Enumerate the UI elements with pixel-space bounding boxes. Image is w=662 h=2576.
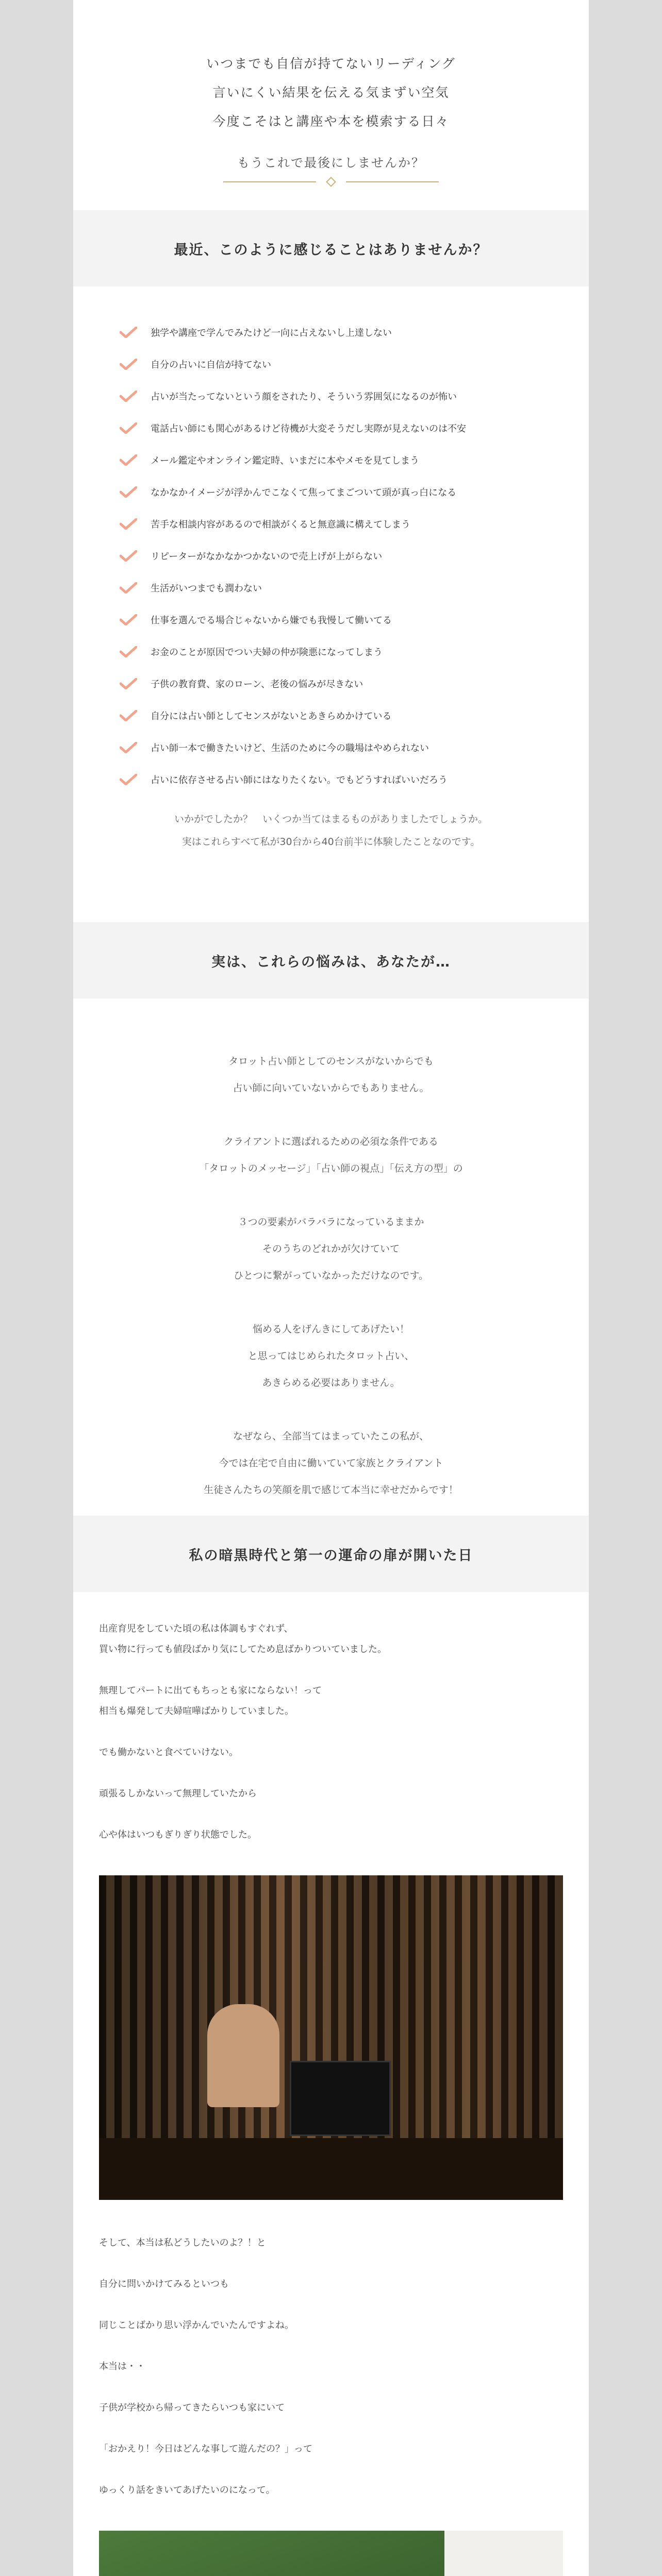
ornament-divider [73, 178, 589, 185]
message-line: あきらめる必要はありません。 [262, 1377, 400, 1388]
story-line: 「おかえり！今日はどんな事して遊んだの？」って [99, 2444, 312, 2454]
checklist-item [120, 572, 589, 604]
story-text [73, 1592, 563, 1845]
checklist-item-text: 苦手な相談内容があるので相談がくると無意識に構えてしまう [151, 519, 410, 530]
story-line: 出産育児をしていた頃の私は体調もすぐれず、 [99, 1623, 293, 1634]
story-line: 無理してパートに出てもちっとも家にならない！って [99, 1685, 322, 1696]
story-line: 子供が学校から帰ってきたらいつも家にいて [99, 2402, 285, 2413]
checklist-item-text: 占いが当たってないという顔をされたり、そういう雰囲気になるのが怖い [151, 392, 457, 402]
story-line: 頑張るしかないって無理していたから [99, 1788, 257, 1799]
check-icon [120, 550, 137, 562]
checklist-item [120, 700, 589, 732]
check-icon [120, 391, 137, 402]
checklist-item-text: 生活がいつまでも潤わない [151, 583, 262, 594]
check-icon [120, 359, 137, 370]
story-line: 同じことばかり思い浮かんでいたんですよね。 [99, 2320, 294, 2331]
story-line: 心や体はいつもぎりぎり状態でした。 [99, 1829, 257, 1840]
message-section [73, 998, 589, 1516]
hero-cta-text: もうこれで最後にしませんか？ [237, 156, 425, 170]
concerns-checklist [73, 286, 589, 795]
check-icon [120, 614, 137, 625]
checklist-item-text: 電話占い師にも関心があるけど待機が大変そうだし実際が見えないのは不安 [151, 423, 466, 434]
hero-line: 言いにくい結果を伝える気まずい空気 [212, 85, 450, 100]
story-line: そして、本当は私どうしたいのよ？！と [99, 2238, 266, 2248]
section-heading: 最近、このように感じることはありませんか？ [174, 242, 488, 258]
checklist-item-text: 仕事を選んでる場合じゃないから嫌でも我慢して働いてる [151, 615, 392, 626]
checklist-item-text: 子供の教育費、家のローン、老後の悩みが尽きない [151, 679, 363, 690]
summary-line: いかがでしたか？ いくつか当てはまるものがありましたでしょうか。 [174, 814, 488, 825]
story-line: でも働かないと食べていけない。 [99, 1747, 238, 1758]
section-heading: 実は、これらの悩みは、あなたが… [211, 954, 451, 970]
checklist-item [120, 348, 589, 380]
checklist-item [120, 636, 589, 668]
checklist-item [120, 764, 589, 795]
mother-and-child-photo [99, 2531, 563, 2576]
check-icon [120, 742, 137, 753]
summary-text [73, 795, 589, 922]
checklist-item [120, 508, 589, 540]
checklist-item [120, 668, 589, 700]
hero-line: いつまでも自信が持てないリーディング [206, 56, 456, 71]
summary-line: 実はこれらすべて私が30台から40台前半に体験したことなのです。 [181, 836, 481, 848]
checklist-item-text: リピーターがなかなかつかないので売上げが上がらない [151, 551, 383, 562]
check-icon [120, 646, 137, 657]
section-heading-band [73, 1516, 589, 1592]
check-icon [120, 486, 137, 498]
section-heading-band [73, 922, 589, 998]
check-icon [120, 582, 137, 594]
message-line: 「タロットのメッセージ」「占い師の視点」「伝え方の型」の [199, 1163, 463, 1174]
story-line: 本当は・・ [99, 2361, 145, 2372]
message-line: 生徒さんたちの笑顔を肌で感じて本当に幸せだからです！ [204, 1484, 458, 1496]
checklist-item-text: 占い師一本で働きたいけど、生活のために今の職場はやめられない [151, 743, 429, 754]
check-icon [120, 710, 137, 721]
message-line: ３つの要素がバラバラになっているままか [238, 1216, 424, 1228]
checklist-item [120, 604, 589, 636]
hero-line: 今度こそはと講座や本を模索する日々 [212, 114, 450, 129]
woman-at-computer-photo [99, 1875, 563, 2200]
section-heading: 私の暗黒時代と第一の運命の扉が開いた日 [189, 1547, 473, 1564]
check-icon [120, 678, 137, 689]
checklist-item [120, 316, 589, 348]
message-line: クライアントに選ばれるための必須な条件である [223, 1136, 439, 1147]
story-line: ゆっくり話をきいてあげたいのになって。 [99, 2485, 275, 2496]
message-line: と思ってはじめられたタロット占い、 [247, 1350, 415, 1362]
checklist-item [120, 732, 589, 764]
checklist-item-text: なかなかイメージが浮かんでこなくて焦ってまごついて頭が真っ白になる [151, 487, 457, 498]
story-text [73, 2200, 563, 2501]
checklist-item-text: メール鑑定やオンライン鑑定時、いまだに本やメモを見てしまう [151, 455, 420, 466]
check-icon [120, 422, 137, 434]
landing-page [73, 0, 589, 2576]
checklist-item-text: お金のことが原因でつい夫婦の仲が険悪になってしまう [151, 647, 383, 658]
message-line: そのうちのどれかが欠けていて [262, 1243, 400, 1255]
message-line: 今では在宅で自由に働いていて家族とクライアント [219, 1458, 443, 1469]
message-line: 悩める人をげんきにしてあげたい！ [252, 1324, 409, 1335]
story-line: 買い物に行っても値段ばかり気にしてため息ばかりついていました。 [99, 1644, 387, 1655]
message-line: 占い師に向いていないからでもありません。 [233, 1082, 429, 1094]
check-icon [120, 454, 137, 466]
checklist-item [120, 380, 589, 412]
check-icon [120, 774, 137, 785]
message-line: ひとつに繋がっていなかっただけなのです。 [233, 1270, 429, 1281]
checklist-item [120, 476, 589, 508]
message-line: タロット占い師としてのセンスがないからでも [228, 1056, 434, 1067]
message-line: なぜなら、全部当てはまっていたこの私が、 [233, 1431, 429, 1442]
checklist-item-text: 占いに依存させる占い師にはなりたくない。でもどうすればいいだろう [151, 775, 448, 786]
story-line: 自分に問いかけてみるといつも [99, 2279, 229, 2290]
checklist-item-text: 独学や講座で学んでみたけど一向に占えないし上達しない [151, 328, 392, 338]
checklist-item-text: 自分には占い師としてセンスがないとあきらめかけている [151, 711, 392, 722]
check-icon [120, 327, 137, 338]
checklist-item [120, 540, 589, 572]
section-heading-band [73, 210, 589, 286]
checklist-item-text: 自分の占いに自信が持てない [151, 360, 271, 370]
hero-section [73, 0, 589, 210]
checklist-item [120, 444, 589, 476]
check-icon [120, 518, 137, 530]
story-line: 相当も爆発して夫婦喧嘩ばかりしていました。 [99, 1706, 294, 1717]
checklist-item [120, 412, 589, 444]
